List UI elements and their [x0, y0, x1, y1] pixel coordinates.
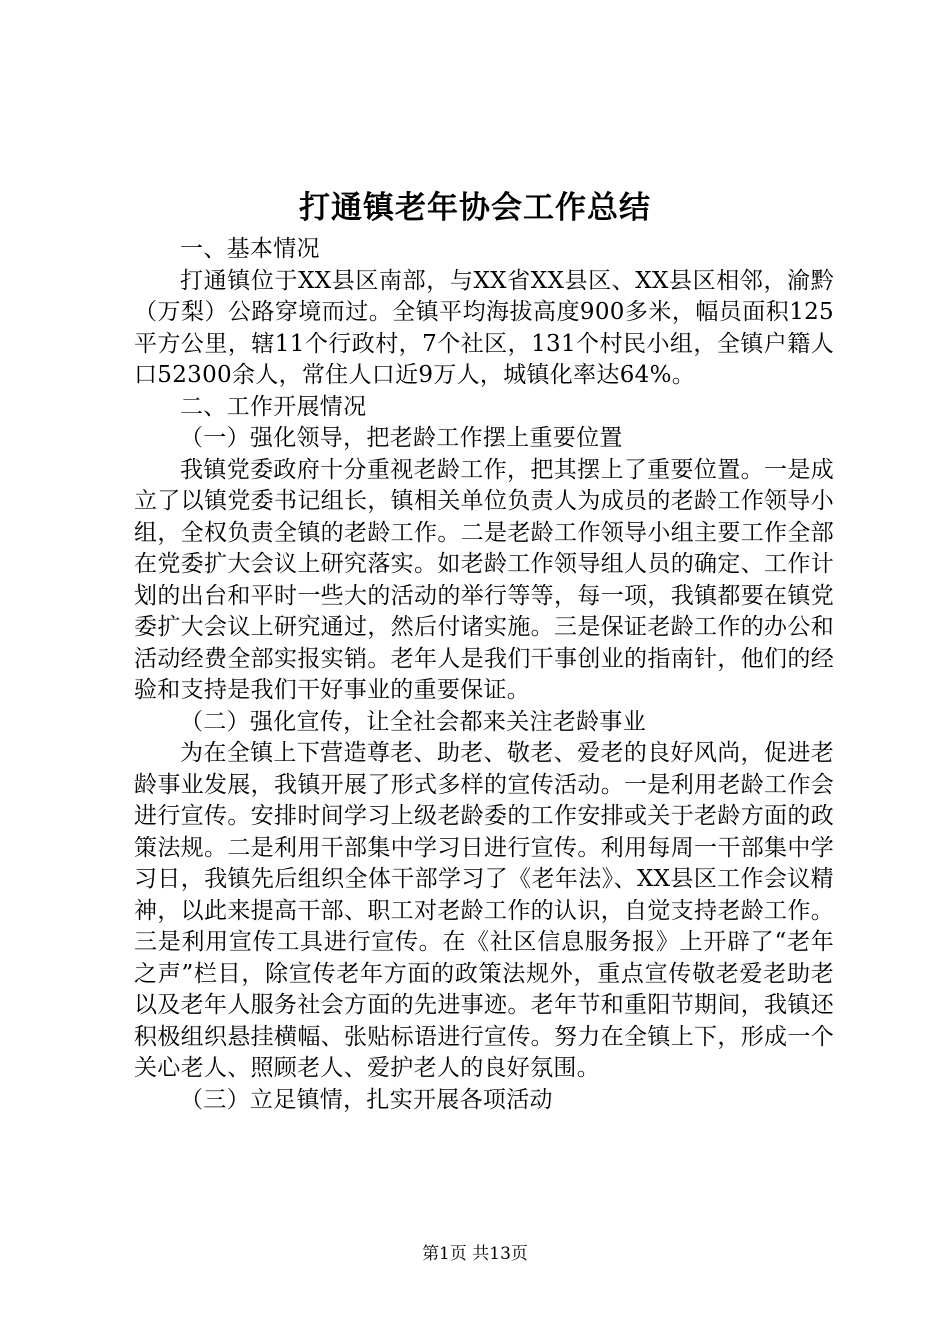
document-body — [134, 234, 834, 1116]
subsection-heading-activities: （三）立足镇情，扎实开展各项活动 — [180, 1086, 553, 1113]
subsection-heading-publicity: （二）强化宣传，让全社会都来关注老龄事业 — [180, 708, 646, 735]
document-title: 打通镇老年协会工作总结 — [299, 190, 651, 226]
page-footer: 第1页 共13页 — [422, 1244, 528, 1264]
paragraph-publicity: 为在全镇上下营造尊老、助老、敬老、爱老的良好风尚，促进老龄事业发展，我镇开展了形式多样的宣传活动。一是利用老龄工作会进行宣传。安排时间学习上级老龄委的工作安排或关于老龄方面的政策法规。二是利用干部集中学习日进行宣传。利用每周一干部集中学习日，我镇先后组织全体干部学习了《老年法》、XX县区工作会议精神，以此来提高干部、职工对老龄工作的认识，自觉支持老龄工作。三是利用宣传工具进行宣传。在《社区信息服务报》上开辟了“老年之声”栏目，除宣传老年方面的政策法规外，重点宣传敬老爱老助老以及老年人服务社会方面的先进事迹。老年节和重阳节期间，我镇还积极组织悬挂横幅、张贴标语进行宣传。努力在全镇上下，形成一个关心老人、照顾老人、爱护老人的良好氛围。 — [134, 740, 834, 1081]
section-heading-basic-info: 一、基本情况 — [180, 236, 320, 262]
subsection-heading-leadership: （一）强化领导，把老龄工作摆上重要位置 — [180, 425, 623, 451]
paragraph-leadership: 我镇党委政府十分重视老龄工作，把其摆上了重要位置。一是成立了以镇党委书记组长，镇相关单位负责人为成员的老龄工作领导小组，全权负责全镇的老龄工作。二是老龄工作领导小组主要工作全部在党委扩大会议上研究落实。如老龄工作领导组人员的确定、工作计划的出台和平时一些大的活动的举行等等，每一项，我镇都要在镇党委扩大会议上研究通过，然后付诸实施。三是保证老龄工作的办公和活动经费全部实报实销。老年人是我们干事创业的指南针，他们的经验和支持是我们干好事业的重要保证。 — [134, 456, 834, 703]
section-heading-work-progress: 二、工作开展情况 — [180, 393, 367, 420]
paragraph-basic-info: 打通镇位于XX县区南部，与XX省XX县区、XX县区相邻，渝黔（万梨）公路穿境而过。全镇平均海拔高度900多米，幅员面积125平方公里，辖11个行政村，7个社区，131个村民小组，全镇户籍人口52300余人，常住人口近9万人，城镇化率达64%。 — [134, 267, 834, 388]
